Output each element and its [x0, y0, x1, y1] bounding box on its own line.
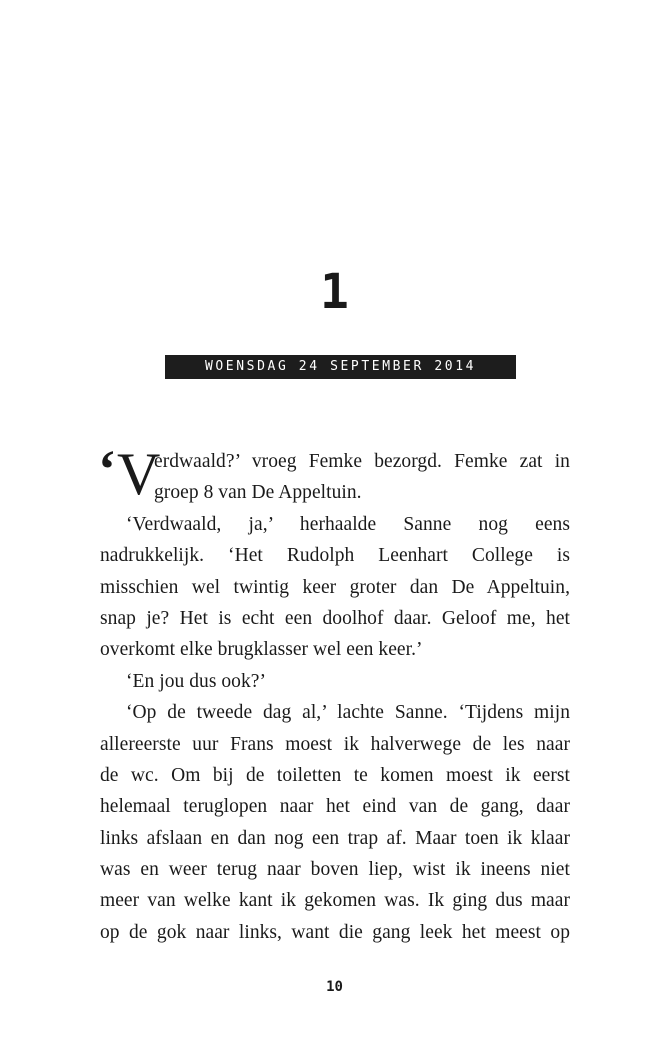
text-line: op de gok naar links, want die gang leek het meest op — [100, 921, 570, 943]
text-line: ‘Verdwaald, ja,’ herhaalde Sanne nog eens — [126, 513, 570, 535]
text-line: was en weer terug naar boven liep, wist ik ineens niet — [100, 859, 570, 881]
page-number: 10 — [326, 979, 343, 995]
text-line: misschien wel twintig keer groter dan De Appeltuin, — [100, 576, 570, 598]
dropcap-quote: ‘ — [98, 439, 116, 499]
chapter-number: 1 — [320, 264, 349, 320]
text-line: ‘En jou dus ook?’ — [126, 670, 267, 692]
text-line: ‘Op de tweede dag al,’ lachte Sanne. ‘Tijdens mijn — [126, 702, 570, 724]
text-line: helemaal teruglopen naar het eind van de gang, daar — [100, 796, 570, 818]
chapter-date-banner: WOENSDAG 24 SEPTEMBER 2014 — [165, 355, 516, 379]
text-line: meer van welke kant ik gekomen was. Ik ging dus maar — [100, 890, 570, 912]
text-line: overkomt elke brugklasser wel een keer.’ — [100, 639, 423, 661]
text-line: allereerste uur Frans moest ik halverwege de les naar — [100, 733, 570, 755]
text-line: snap je? Het is echt een doolhof daar. Geloof me, het — [100, 607, 570, 629]
text-line: erdwaald?’ vroeg Femke bezorgd. Femke zat in — [154, 451, 570, 472]
text-line: nadrukkelijk. ‘Het Rudolph Leenhart College is — [100, 545, 570, 567]
text-line: de wc. Om bij de toiletten te komen moest ik eerst — [100, 764, 570, 786]
text-line: links afslaan en dan nog een trap af. Maar toen ik klaar — [100, 827, 570, 849]
dropcap-letter: V — [117, 441, 161, 507]
body-text — [98, 439, 570, 948]
text-line: groep 8 van De Appeltuin. — [154, 482, 362, 504]
